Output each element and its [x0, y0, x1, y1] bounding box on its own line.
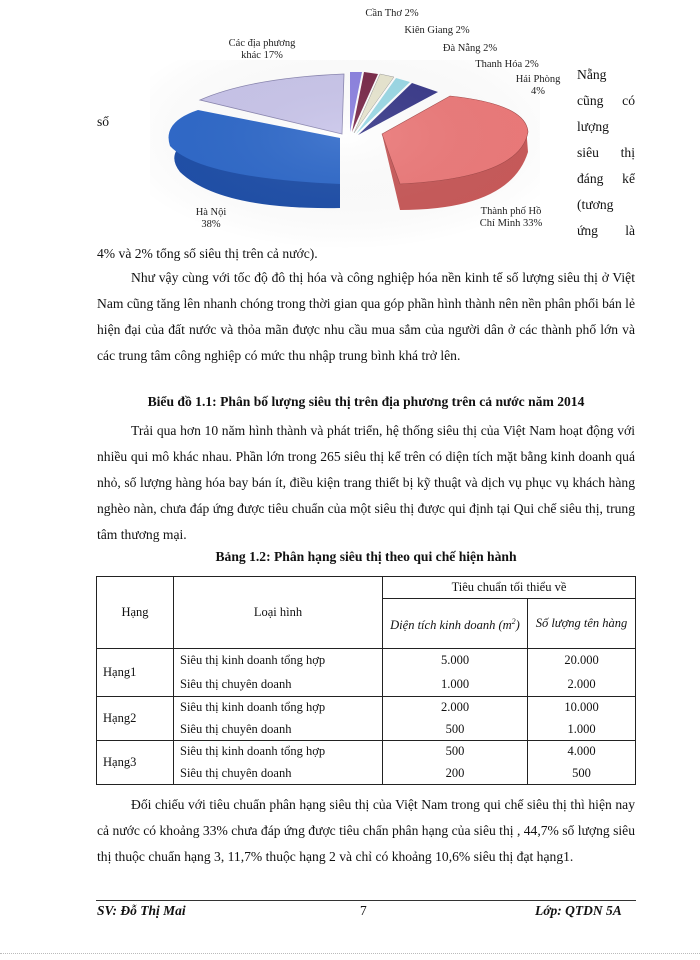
table-row: [97, 741, 636, 763]
cell-so-luong: 4.000: [528, 741, 636, 763]
paragraph-comparison: Đối chiếu với tiêu chuẩn phân hạng siêu thị của Việt Nam trong qui chế siêu thị thì hiện nay cả nước có khoảng 33% chưa đáp ứng được tiêu chẩn phân hạng của siêu thị , 44,7% số lượng siêu thị thuộc chuẩn hạng 3, 11,7% thuộc hạng 2 và chỉ có khoảng 10,6% siêu thị đạt hạng1.: [97, 797, 635, 864]
label-da-nang: Đà Nẵng 2%: [442, 43, 498, 54]
page-bottom-dots: [0, 953, 700, 954]
header-so-luong: Số lượng tên hàng: [528, 599, 636, 649]
paragraph-development: Trải qua hơn 10 năm hình thành và phát triển, hệ thống siêu thị của Việt Nam hoạt động với nhiều qui mô khác nhau. Phần lớn trong 265 siêu thị kể trên có diện tích mặt bằng kinh doanh quá nhỏ, số lượng hàng hóa bay bán ít, điều kiện trang thiết bị kỹ thuật và dịch vụ phục vụ khách hàng nghèo nàn, chưa đáp ứng được tiêu chuẩn của một siêu thị được qui định tại Qui chế siêu thị, trung tâm thương mại.: [97, 423, 635, 542]
footer-class: Lớp: QTDN 5A: [535, 903, 622, 918]
cell-dien-tich: 1.000: [383, 673, 528, 697]
classification-table: [96, 576, 636, 785]
header-tieu-chuan: Tiêu chuẩn tối thiểu về: [383, 577, 636, 599]
footer-student: SV: Đỗ Thị Mai: [97, 903, 186, 918]
header-hang: Hạng: [97, 577, 174, 649]
cell-so-luong: 20.000: [528, 649, 636, 673]
label-hai-phong: Hải Phòng 4%: [515, 74, 561, 97]
cell-loai: Siêu thị kinh doanh tổng hợp: [174, 649, 383, 673]
cell-so-luong: 2.000: [528, 673, 636, 697]
label-thanh-hoa: Thanh Hóa 2%: [475, 59, 539, 70]
side-text: Nẵng cũng có lượng siêu thị đáng kể (tương ứng là: [577, 67, 635, 238]
chart-caption: Biểu đồ 1.1: Phân bố lượng siêu thị trên địa phương trên cả nước năm 2014: [147, 394, 585, 409]
label-hcm: Thành phố Hồ Chí Minh 33%: [479, 206, 543, 229]
label-hanoi: Hà Nội 38%: [195, 207, 227, 230]
cell-loai: Siêu thị chuyên doanh: [174, 673, 383, 697]
cell-dien-tich: 500: [383, 719, 528, 741]
header-dien-tich: Diện tích kinh doanh $(m^2)$: [383, 599, 528, 649]
table-row: [97, 763, 636, 785]
label-kien-giang: Kiên Giang 2%: [404, 25, 470, 36]
label-can-tho: Cần Thơ 2%: [365, 8, 419, 19]
page-number: 7: [360, 903, 367, 918]
cell-loai: Siêu thị kinh doanh tổng hợp: [174, 741, 383, 763]
cell-dien-tich: 5.000: [383, 649, 528, 673]
cell-so-luong: 1.000: [528, 719, 636, 741]
cell-dien-tich: 2.000: [383, 697, 528, 719]
left-word: số: [97, 114, 110, 129]
table-row: [97, 697, 636, 719]
cell-dien-tich: 200: [383, 763, 528, 785]
footer-divider: [96, 900, 636, 901]
header-loai-hinh: Loại hình: [174, 577, 383, 649]
cell-so-luong: 500: [528, 763, 636, 785]
cell-so-luong: 10.000: [528, 697, 636, 719]
cell-loai: Siêu thị chuyên doanh: [174, 719, 383, 741]
cell-hang: Hạng2: [97, 697, 174, 741]
paragraph-urbanization: Như vậy cùng với tốc độ đô thị hóa và công nghiệp hóa nền kinh tế số lượng siêu thị ở Việt Nam cũng tăng lên nhanh chóng trong thời gian qua góp phần hình thành nên nền phân phối bán lẻ hiện đại của đất nước và thỏa mãn được nhu cầu mua sắm của người dân ở các thành phố lớn và các trung tâm công nghiệp có mức thu nhập trung bình khá trở lên.: [97, 270, 635, 363]
cell-dien-tich: 500: [383, 741, 528, 763]
table-caption: Bảng 1.2: Phân hạng siêu thị theo qui chế hiện hành: [215, 549, 517, 564]
cell-loai: Siêu thị chuyên doanh: [174, 763, 383, 785]
cell-hang: Hạng1: [97, 649, 174, 697]
table-row: [97, 673, 636, 697]
cell-loai: Siêu thị kinh doanh tổng hợp: [174, 697, 383, 719]
table-row: [97, 649, 636, 673]
cell-hang: Hạng3: [97, 741, 174, 785]
table-row: [97, 719, 636, 741]
paragraph-continuation: 4% và 2% tổng số siêu thị trên cả nước).: [97, 246, 318, 261]
label-khac: Các địa phương khác 17%: [228, 38, 296, 61]
